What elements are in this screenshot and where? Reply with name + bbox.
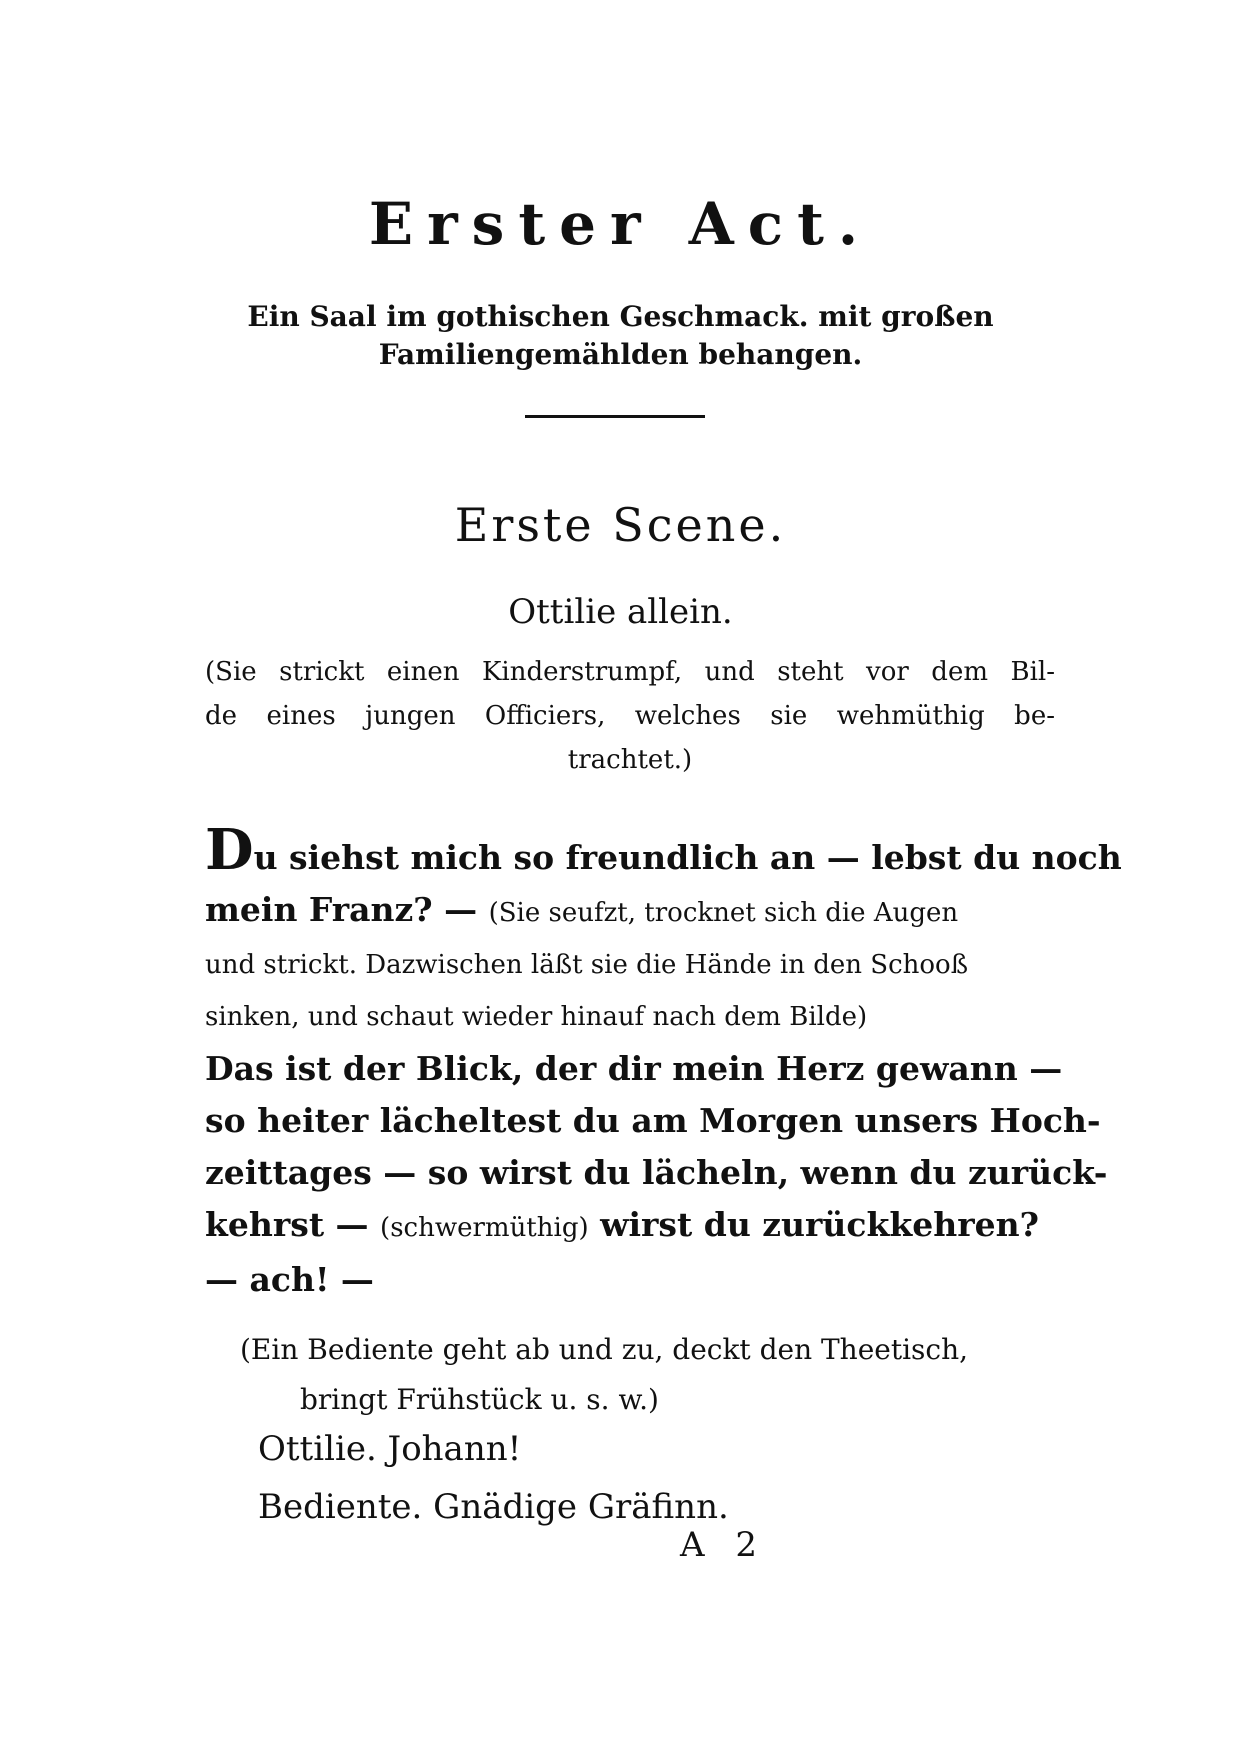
monologue-aside-2b: (Sie seufzt, trocknet sich die Augen <box>488 898 959 928</box>
monologue-line-9: — ach! — <box>205 1260 374 1299</box>
section-divider <box>525 415 705 418</box>
monologue-text-1: u siehst mich so freundlich an — lebst du noch <box>253 838 1122 877</box>
monologue-text-8c: wirst du zurückkehren? <box>588 1205 1039 1244</box>
monologue-line-8 <box>205 1199 1065 1254</box>
dialogue <box>258 1420 1058 1536</box>
monologue <box>205 817 1122 1306</box>
monologue-line-7: zeittages — so wirst du lächeln, wenn du zurück- <box>205 1153 1108 1192</box>
monologue-line-4: sinken, und schaut wieder hinauf nach dem Bilde) <box>205 1002 868 1032</box>
monologue-line-1 <box>205 817 1122 884</box>
setting-line-1: Ein Saal im gothischen Geschmack. mit großen <box>247 300 994 333</box>
scene-title: Erste Scene. <box>454 498 787 552</box>
stage-direction-line-1: (Sie strickt einen Kinderstrumpf, und steht vor dem Bil- <box>205 657 1055 687</box>
action-line-1: (Ein Bediente geht ab und zu, deckt den Theetisch, <box>240 1333 969 1366</box>
action-line-2: bringt Frühstück u. s. w.) <box>300 1383 659 1416</box>
act-title: Erster Act. <box>368 190 873 258</box>
drop-cap: D <box>205 817 254 883</box>
monologue-aside-8b: (schwermüthig) <box>380 1213 589 1243</box>
action-direction <box>240 1325 1080 1425</box>
printer-signature: A 2 <box>680 1525 767 1565</box>
dialogue-line-2: Bediente. Gnädige Gräfinn. <box>258 1487 729 1527</box>
setting-description <box>200 298 1041 374</box>
stage-direction-line-3: trachtet.) <box>567 745 693 775</box>
monologue-text-8a: kehrst — <box>205 1205 381 1244</box>
stage-direction <box>205 650 1055 782</box>
characters-on-stage: Ottilie allein. <box>508 592 733 632</box>
stage-direction-line-2: de eines jungen Officiers, welches sie wehmüthig be- <box>205 701 1055 731</box>
monologue-line-2 <box>205 884 1065 939</box>
monologue-line-5: Das ist der Blick, der dir mein Herz gewann — <box>205 1049 1063 1088</box>
monologue-line-6: so heiter lächeltest du am Morgen unsers Hoch- <box>205 1101 1101 1140</box>
monologue-line-3: und strickt. Dazwischen läßt sie die Hände in den Schooß <box>205 950 969 980</box>
setting-line-2: Familiengemählden behangen. <box>378 338 863 371</box>
monologue-text-2a: mein Franz? — <box>205 890 489 929</box>
dialogue-line-1: Ottilie. Johann! <box>258 1429 522 1469</box>
